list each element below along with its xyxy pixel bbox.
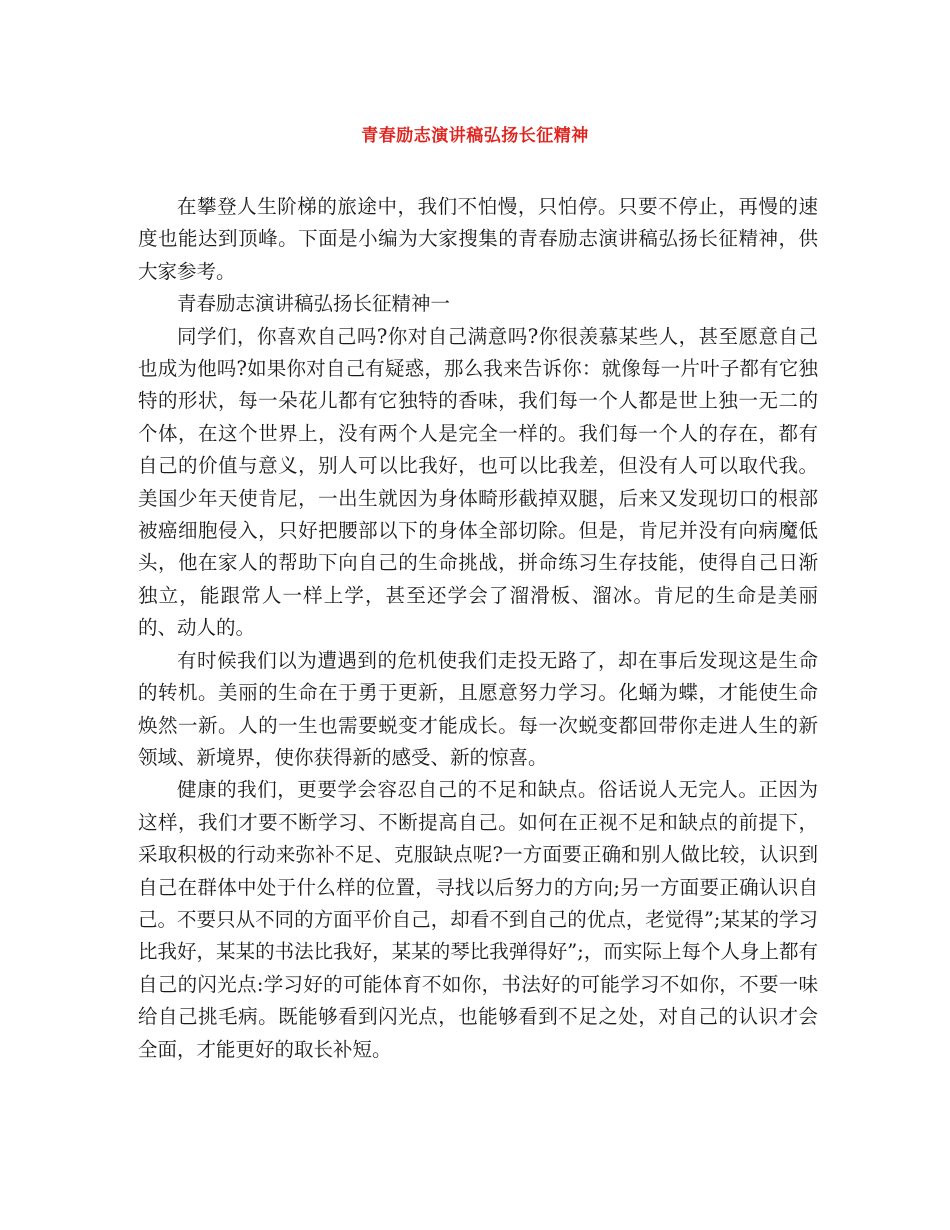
document-title: 青春励志演讲稿弘扬长征精神 (361, 126, 589, 146)
paragraph-intro: 在攀登人生阶梯的旅途中，我们不怕慢，只怕停。只要不停止，再慢的速度也能达到顶峰。下面是小编为大家搜集的青春励志演讲稿弘扬长征精神，供大家参考。 (138, 195, 818, 283)
paragraph: 健康的我们，更要学会容忍自己的不足和缺点。俗话说人无完人。正因为这样，我们才要不断学习、不断提高自己。如何在正视不足和缺点的前提下，采取积极的行动来弥补不足、克服缺点呢?一方面要正确和别人做比较，认识到自己在群体中处于什么样的位置，寻找以后努力的方向;另一方面要正确认识自己。不要只从不同的方面平价自己，却看不到自己的优点，老觉得”;某某的学习比我好，某某的书法比我好，某某的琴比我弹得好”;，而实际上每个人身上都有自己的闪光点:学习好的可能体育不如你，书法好的可能学习不如你，不要一味给自己挑毛病。既能够看到闪光点，也能够看到不足之处，对自己的认识才会全面，才能更好的取长补短。 (138, 778, 818, 1061)
paragraph: 同学们，你喜欢自己吗?你对自己满意吗?你很羡慕某些人，甚至愿意自己也成为他吗?如果你对自己有疑惑，那么我来告诉你：就像每一片叶子都有它独特的形状，每一朵花儿都有它独特的香味，我们每一个人都是世上独一无二的个体，在这个世界上，没有两个人是完全一样的。我们每一个人的存在，都有自己的价值与意义，别人可以比我好，也可以比我差，但没有人可以取代我。美国少年天使肯尼，一出生就因为身体畸形截掉双腿，后来又发现切口的根部被癌细胞侵入，只好把腰部以下的身体全部切除。但是，肯尼并没有向病魔低头，他在家人的帮助下向自己的生命挑战，拼命练习生存技能，使得自己日渐独立，能跟常人一样上学，甚至还学会了溜滑板、溜冰。肯尼的生命是美丽的、动人的。 (138, 324, 818, 640)
paragraph: 有时候我们以为遭遇到的危机使我们走投无路了，却在事后发现这是生命的转机。美丽的生命在于勇于更新，且愿意努力学习。化蛹为蝶，才能使生命焕然一新。人的一生也需要蜕变才能成长。每一次蜕变都回带你走进人生的新领域、新境界，使你获得新的感受、新的惊喜。 (138, 648, 818, 769)
section-heading: 青春励志演讲稿弘扬长征精神一 (177, 292, 451, 316)
document-body (138, 191, 818, 1066)
